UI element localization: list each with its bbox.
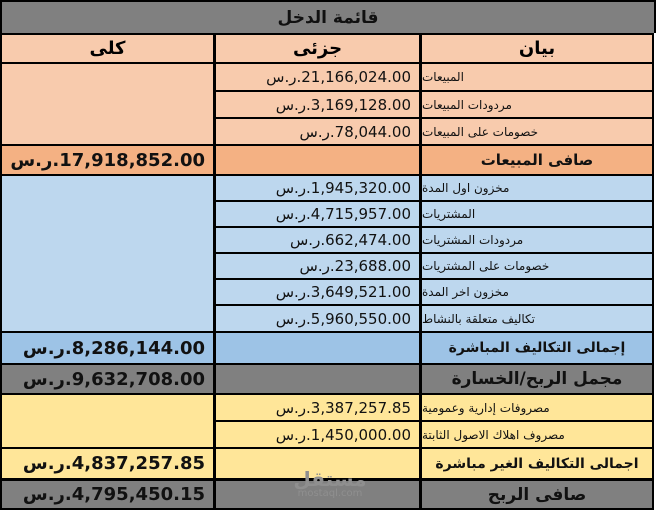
gross-profit-label-cell[interactable]: مجمل الربح/الخسارة [419,365,652,393]
purchases-row [0,200,654,226]
total-indirect-costs-total-cell[interactable]: ر.س. 4,837,257.85 [22,453,205,474]
sales-amount-cell[interactable]: ر.س. 21,166,024.00 [213,64,419,90]
total-direct-costs-row [0,331,654,363]
sales-returns-total-cell[interactable] [2,90,213,117]
admin-expenses-total-cell[interactable] [2,395,213,420]
admin-expenses-label-cell[interactable]: مصروفات إدارية وعمومية [419,395,652,420]
watermark-arabic: مستقل [293,467,367,491]
net-sales-total-cell[interactable]: ر.س. 17,918,852.00 [10,149,205,171]
sales-returns-row [0,90,654,117]
net-profit-partial-cell[interactable] [213,481,419,508]
sheet-title[interactable] [0,0,656,33]
opening-inventory-row [0,174,654,200]
purchase-returns-row [0,226,654,252]
total-direct-costs-label-cell[interactable]: إجمالى التكاليف المباشرة [419,333,652,363]
sales-label-cell[interactable]: المبيعات [419,64,652,90]
purchase-returns-amount-cell[interactable]: ر.س. 662,474.00 [213,226,419,252]
purchases-label-cell[interactable]: المشتريات [419,200,652,226]
sheet-title-text: قائمة الدخل [277,7,379,28]
header-partial[interactable]: جزئى [213,35,419,62]
purchase-returns-total-cell[interactable] [2,226,213,252]
admin-expenses-row [0,393,654,420]
purchases-amount-cell[interactable]: ر.س. 4,715,957.00 [213,200,419,226]
admin-expenses-amount-cell[interactable]: ر.س. 3,387,257.85 [213,395,419,420]
purchase-discounts-amount-cell[interactable]: ر.س. 23,688.00 [213,252,419,278]
closing-inventory-amount-cell[interactable]: ر.س. 3,649,521.00 [213,278,419,304]
net-sales-label-cell[interactable]: صافى المبيعات [419,146,652,174]
activity-costs-amount-cell[interactable]: ر.س. 5,960,550.00 [213,304,419,331]
opening-inventory-total-cell[interactable] [2,176,213,200]
closing-inventory-row [0,278,654,304]
total-indirect-costs-row [0,447,654,478]
depreciation-label-cell[interactable]: مصروف اهلاك الاصول الثابتة [419,420,652,447]
opening-inventory-label-cell[interactable]: مخزون اول المدة [419,176,652,200]
total-indirect-costs-label-cell[interactable]: اجمالى التكاليف الغير مباشرة [419,449,652,478]
gross-profit-row [0,363,654,393]
sales-row [0,62,654,90]
activity-costs-row [0,304,654,331]
header-label[interactable]: بيان [419,35,652,62]
closing-inventory-label-cell[interactable]: مخزون اخر المدة [419,278,652,304]
net-profit-row [0,478,654,510]
depreciation-amount-cell[interactable]: ر.س. 1,450,000.00 [213,420,419,447]
opening-inventory-amount-cell[interactable]: ر.س. 1,945,320.00 [213,176,419,200]
activity-costs-total-cell[interactable] [2,304,213,331]
sales-discounts-amount-cell[interactable]: ر.س. 78,044.00 [213,117,419,144]
net-profit-total-cell[interactable]: ر.س. 4,795,450.15 [22,484,205,505]
sales-discounts-label-cell[interactable]: خصومات على المبيعات [419,117,652,144]
sales-returns-label-cell[interactable]: مردودات المبيعات [419,90,652,117]
total-direct-costs-total-cell[interactable]: ر.س. 8,286,144.00 [22,337,205,359]
net-sales-partial-cell[interactable] [213,146,419,174]
depreciation-row [0,420,654,447]
sales-returns-amount-cell[interactable]: ر.س. 3,169,128.00 [213,90,419,117]
net-sales-row [0,144,654,174]
watermark-latin: mostaql.com [297,488,363,499]
header-total[interactable]: كلى [89,38,126,59]
sales-discounts-row [0,117,654,144]
purchases-total-cell[interactable] [2,200,213,226]
gross-profit-total-cell[interactable]: ر.س. 9,632,708.00 [22,368,205,390]
sales-discounts-total-cell[interactable] [2,117,213,144]
sales-total-cell[interactable] [2,64,213,90]
closing-inventory-total-cell[interactable] [2,278,213,304]
purchase-discounts-total-cell[interactable] [2,252,213,278]
purchase-discounts-row [0,252,654,278]
depreciation-total-cell[interactable] [2,420,213,447]
net-profit-label-cell[interactable]: صافى الربح [419,481,652,508]
gross-profit-partial-cell[interactable] [213,365,419,393]
purchase-returns-label-cell[interactable]: مردودات المشتريات [419,226,652,252]
header-row [0,33,654,62]
purchase-discounts-label-cell[interactable]: خصومات على المشتريات [419,252,652,278]
total-direct-costs-partial-cell[interactable] [213,333,419,363]
total-indirect-costs-partial-cell[interactable] [213,449,419,478]
activity-costs-label-cell[interactable]: تكاليف متعلقة بالنشاط [419,304,652,331]
